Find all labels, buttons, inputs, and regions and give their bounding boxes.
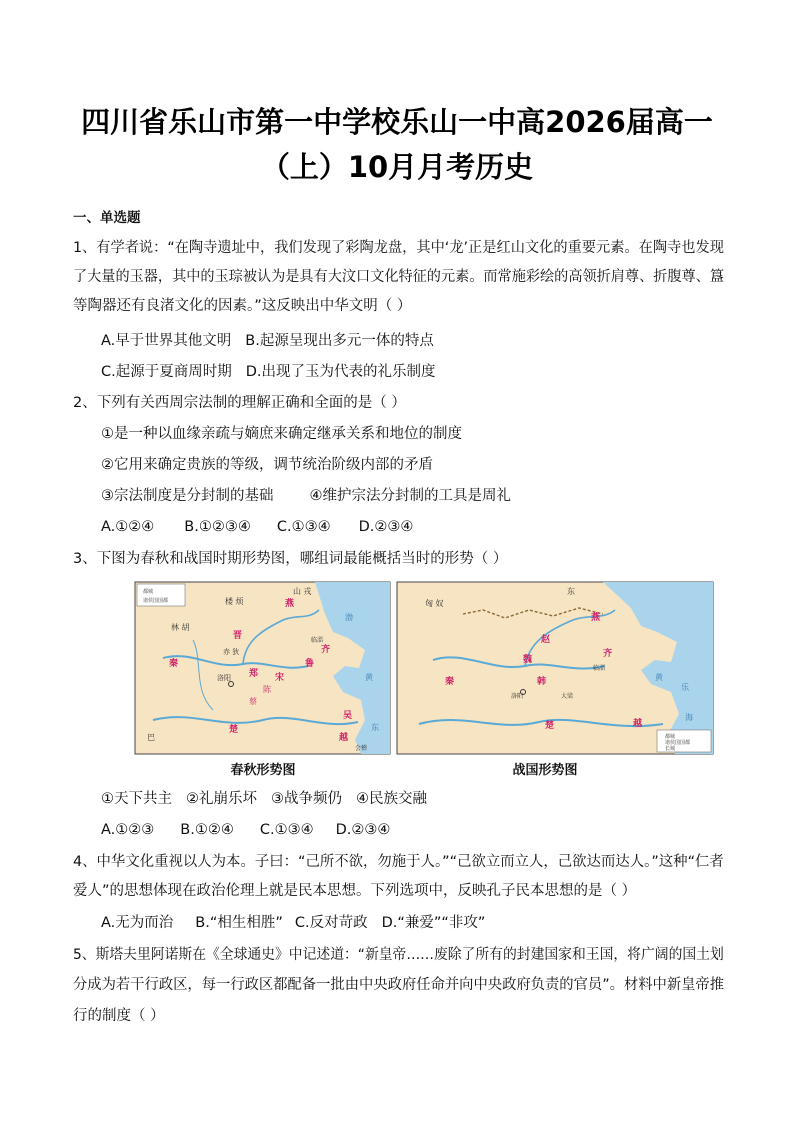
q3-line1: 3、下图为春秋和战国时期形势图，哪组词最能概括当时的形势（ ） [73,551,508,567]
q2-options [101,517,413,537]
left-label-bo: 渤 [345,613,353,622]
q2-option-b[interactable]: B.①②③④ [184,519,251,535]
right-label-zhao: 赵 [541,635,551,645]
q3-statement-4: ④民族交融 [356,791,427,807]
q1-option-d[interactable]: D.出现了玉为代表的礼乐制度 [245,364,436,380]
caption-warring-states: 战国形势图 [512,763,578,778]
left-label-yan: 燕 [285,599,295,609]
q3-statement-1: ①天下共主 [101,791,172,807]
q1-options-ab [101,331,434,351]
right-label-daliang: 大梁 [561,693,574,700]
left-label-luoyang: 洛阳 [217,674,231,682]
q2-statement-3: ③宗法制度是分封制的基础 [101,488,274,504]
right-label-luoyang: 洛阳 [511,693,524,700]
q3-map-figure [133,580,717,780]
q1-line1: 1、有学者说：“在陶寺遗址中，我们发现了彩陶龙盘，其中‘龙’正是红山文化的重要元素。在陶寺也发现 [73,240,724,256]
right-label-qi: 齐 [603,649,613,659]
right-label-yan: 燕 [591,613,601,623]
right-label-qin: 秦 [445,677,455,687]
section-heading: 一、单选题 [73,210,141,226]
right-label-wei: 魏 [523,655,533,665]
q1-option-a[interactable]: A.早于世界其他文明 [101,333,232,349]
left-label-ba: 巴 [147,733,155,742]
q3-option-c[interactable]: C.①③④ [259,822,314,838]
q1-line3: 等陶器还有良渚文化的因素。”这反映出中华文明（ ） [73,298,412,314]
left-label-zheng: 郑 [249,669,259,679]
q4-line1: 4、中华文化重视以人为本。子曰：“己所不欲，勿施于人。”“己欲立而立人，己欲达而达人。”这种“仁者 [73,854,724,870]
q5-line2: 分成为若干行政区，每一行政区都配备一批由中央政府任命并向中央政府负责的官员”。材料中新皇帝推 [73,977,725,993]
q2-statements-34 [101,486,511,506]
q3-statement-2: ②礼崩乐坏 [186,791,257,807]
q4-option-d[interactable]: D.“兼爱”“非攻” [381,915,486,931]
q2-statement-1: ①是一种以血缘亲疏与嫡庶来确定继承关系和地位的制度 [101,426,462,442]
right-label-yue: 越 [633,719,643,729]
left-label-huang: 黄 [365,673,373,682]
right-legend-state-capital: 诸侯国国都 [665,740,691,746]
left-label-yue: 越 [339,733,349,743]
right-legend-great-wall: 长城 [665,746,676,752]
left-label-shanrong: 山 戎 [293,587,312,596]
left-label-lu: 鲁 [305,659,315,669]
spring-autumn-map [135,582,390,754]
left-legend-state-capital: 诸侯国国都 [143,598,169,604]
q2-line1: 2、下列有关西周宗法制的理解正确和全面的是（ ） [73,395,406,411]
left-label-cai: 蔡 [249,697,257,706]
caption-spring-autumn: 春秋形势图 [230,763,296,778]
right-label-xiongnu: 匈 奴 [425,599,444,608]
left-label-linhu: 林 胡 [171,623,190,632]
q1-option-c[interactable]: C.起源于夏商周时期 [101,364,232,380]
right-label-huang: 黄 [655,673,663,682]
left-label-kuaiji: 会稽 [355,745,368,752]
q3-statements [101,789,427,809]
q1-line2: 了大量的玉器，其中的玉琮被认为是具有大汶口文化特征的元素。而常施彩绘的高领折肩尊、折腹尊、簋 [73,269,724,285]
right-legend-capital: 都城 [665,734,676,740]
q3-statement-3: ③战争频仍 [271,791,342,807]
q1-options-cd [101,362,436,382]
left-label-linzi: 临淄 [311,637,324,644]
warring-states-map [397,582,713,754]
page-title-line2: （上）10月月考历史 [260,150,534,184]
right-label-dong-north: 东 [567,587,575,596]
q4-option-c[interactable]: C.反对苛政 [294,915,368,931]
q1-option-b[interactable]: B.起源呈现出多元一体的特点 [245,333,434,349]
q2-option-c[interactable]: C.①③④ [276,519,331,535]
q3-option-d[interactable]: D.②③④ [335,822,391,838]
left-label-qin: 秦 [169,659,179,669]
left-label-wu: 吴 [343,711,353,721]
q2-option-d[interactable]: D.②③④ [358,519,414,535]
q4-options [101,913,485,933]
q5-line1: 5、斯塔夫里阿诺斯在《全球通史》中记述道：“新皇帝……废除了所有的封建国家和王国，将广阔的国土划 [73,947,724,963]
q5-line3: 行的制度（ ） [73,1008,165,1024]
right-label-hai: 海 [685,713,693,722]
q2-option-a[interactable]: A.①②④ [101,519,155,535]
right-label-chu: 楚 [545,721,555,731]
left-label-jin: 晋 [233,631,243,641]
left-label-chu: 楚 [229,725,239,735]
right-label-han: 韩 [537,677,547,687]
left-label-qi: 齐 [321,645,331,655]
left-label-chen: 陈 [263,685,271,694]
left-legend-capital: 都城 [143,589,154,595]
left-label-dong: 东 [371,723,379,732]
q3-options [101,820,390,840]
q2-statement-2: ②它用来确定贵族的等级，调节统治阶级内部的矛盾 [101,457,433,473]
q2-statement-4: ④维护宗法分封制的工具是周礼 [309,488,511,504]
q4-option-a[interactable]: A.无为而治 [101,915,174,931]
q3-option-b[interactable]: B.①②④ [180,822,234,838]
left-label-song: 宋 [275,673,285,683]
left-label-loufan: 楼 烦 [225,597,244,606]
right-label-linzi: 临淄 [593,665,606,672]
q4-line2: 爱人”的思想体现在政治伦理上就是民本思想。下列选项中，反映孔子民本思想的是（ ） [73,883,637,899]
left-label-chidi: 赤 狄 [223,648,240,656]
q4-option-b[interactable]: B.“相生相胜” [195,915,283,931]
right-label-le: 乐 [681,683,689,692]
page-title-line1: 四川省乐山市第一中学校乐山一中高2026届高一 [81,105,713,139]
q3-option-a[interactable]: A.①②③ [101,822,155,838]
